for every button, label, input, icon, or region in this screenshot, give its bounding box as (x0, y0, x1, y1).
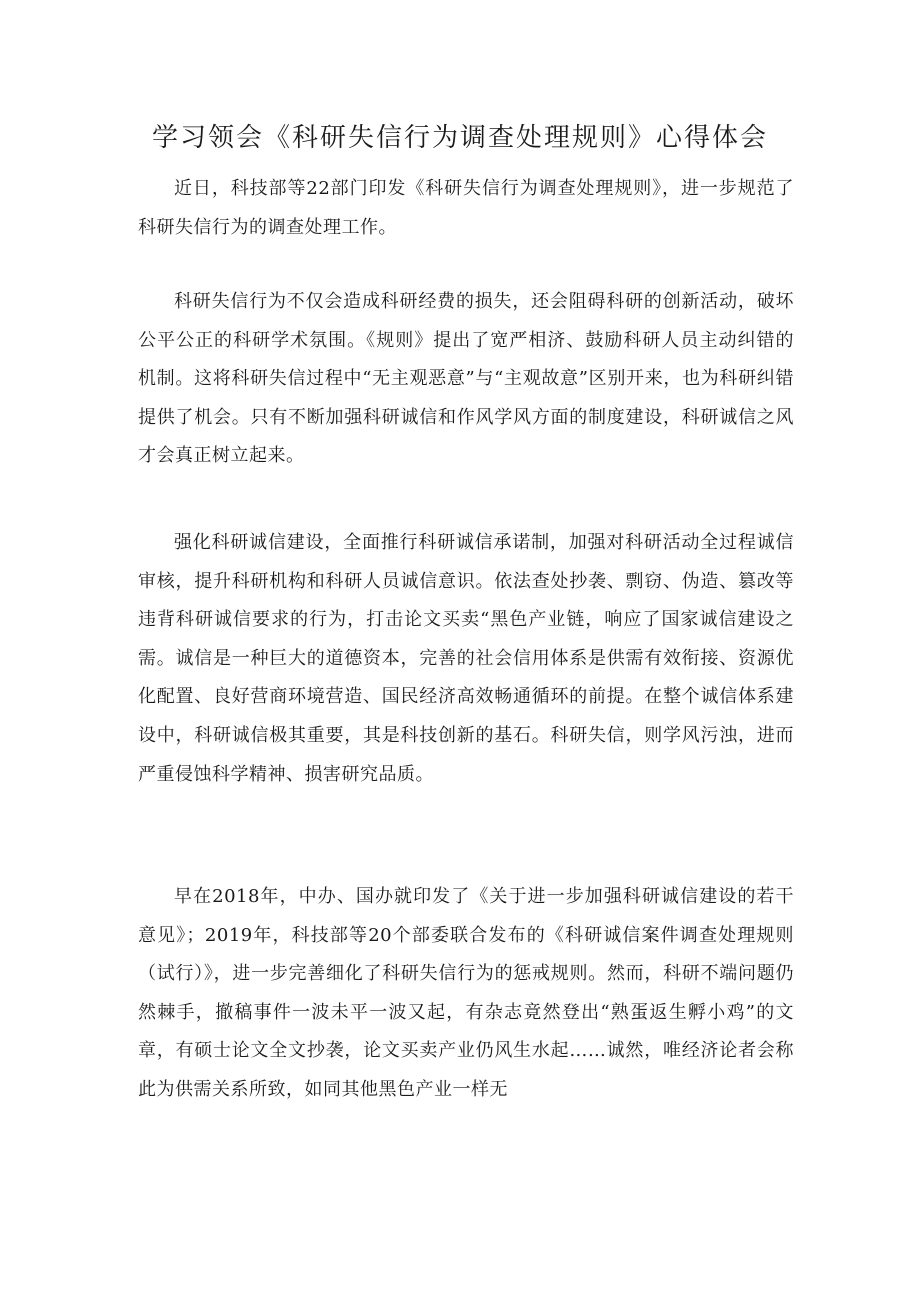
document-title: 学习领会《科研失信行为调查处理规则》心得体会 (151, 123, 768, 153)
paragraph-2: 科研失信行为不仅会造成科研经费的损失，还会阻碍科研的创新活动，破坏公平公正的科研学术氛围。《规则》提出了宽严相济、鼓励科研人员主动纠错的机制。这将科研失信过程中“无主观恶意”与“主观故意”区别开来，也为科研纠错提供了机会。只有不断加强科研诚信和作风学风方面的制度建设，科研诚信之风才会真正树立起来。 (138, 291, 794, 467)
paragraph-3: 强化科研诚信建设，全面推行科研诚信承诺制，加强对科研活动全过程诚信审核，提升科研机构和科研人员诚信意识。依法查处抄袭、剽窃、伪造、篡改等违背科研诚信要求的行为，打击论文买卖“黑色产业链，响应了国家诚信建设之需。诚信是一种巨大的道德资本，完善的社会信用体系是供需有效衔接、资源优化配置、良好营商环境营造、国民经济高效畅通循环的前提。在整个诚信体系建设中，科研诚信极其重要，其是科技创新的基石。科研失信，则学风污浊，进而严重侵蚀科学精神、损害研究品质。 (138, 532, 794, 785)
paragraph-1: 近日，科技部等22部门印发《科研失信行为调查处理规则》，进一步规范了科研失信行为的调查处理工作。 (138, 178, 794, 238)
paragraph-4: 早在2018年，中办、国办就印发了《关于进一步加强科研诚信建设的若干意见》；2019年，科技部等20个部委联合发布的《科研诚信案件调查处理规则（试行）》，进一步完善细化了科研失信行为的惩戒规则。然而，科研不端问题仍然棘手，撤稿事件一波未平一波又起，有杂志竟然登出“熟蛋返生孵小鸡”的文章，有硕士论文全文抄袭，论文买卖产业仍风生水起……诚然，唯经济论者会称此为供需关系所致，如同其他黑色产业一样无 (138, 886, 794, 1100)
